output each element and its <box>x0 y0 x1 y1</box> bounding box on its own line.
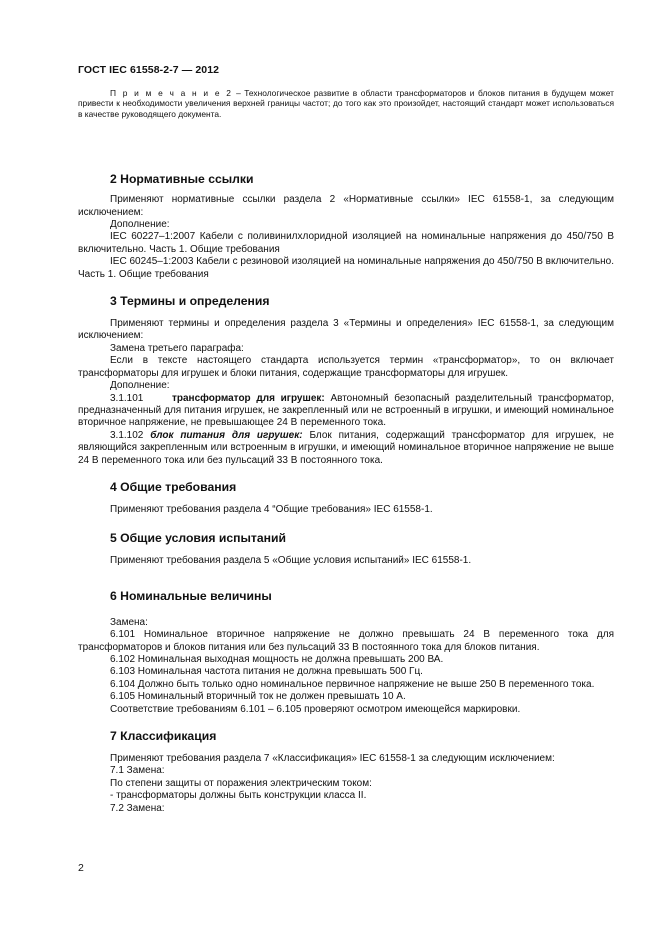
s4-paragraph-1: Применяют требования раздела 4 “Общие требования» IEC 61558-1. <box>110 503 433 515</box>
s6-paragraph-2: 6.101 Номинальное вторичное напряжение не должно превышать 24 В переменного тока для трансформаторов и блоков питания или без пульсаций 33 В постоянного тока для блоков питания. <box>78 629 614 653</box>
s6-paragraph-4: 6.103 Номинальная частота питания не должна превышать 500 Гц. <box>110 666 423 678</box>
definition-number: 3.1.101 <box>110 392 144 404</box>
note-2 <box>78 88 614 119</box>
s6-paragraph-1: Замена: <box>110 616 148 628</box>
page-number: 2 <box>78 862 84 874</box>
section-3-title: 3 Термины и определения <box>110 294 270 309</box>
s6-paragraph-3: 6.102 Номинальная выходная мощность не должна превышать 200 ВА. <box>110 653 444 665</box>
definition-number: 3.1.102 <box>110 429 144 441</box>
s7-paragraph-1: Применяют требования раздела 7 «Классификация» IEC 61558-1 за следующим исключением: <box>110 753 555 764</box>
definition-term: блок питания для игрушек: <box>150 429 303 441</box>
s7-paragraph-5: 7.2 Замена: <box>110 802 165 814</box>
definition-3-1-102 <box>78 430 614 467</box>
s6-paragraph-7: Соответствие требованиям 6.101 – 6.105 проверяют осмотром имеющейся маркировки. <box>110 703 521 715</box>
s3-paragraph-2: Замена третьего параграфа: <box>110 342 244 354</box>
definition-term: трансформатор для игрушек: <box>171 392 325 404</box>
s7-paragraph-2: 7.1 Замена: <box>110 765 165 777</box>
section-7-title: 7 Классификация <box>110 729 217 743</box>
note-text: – Технологическое развитие в области трансформаторов и блоков питания в будущем может привести к необходимости увеличения верхней границы частот; до того как это произойдет, настоящий стандарт может использоваться в качестве руководящего документа. <box>78 88 615 119</box>
s2-paragraph-2: Дополнение: <box>110 219 170 231</box>
section-2-title: 2 Нормативные ссылки <box>110 172 254 187</box>
s2-paragraph-1: Применяют нормативные ссылки раздела 2 «Нормативные ссылки» IEC 61558-1, за следующим исключением: <box>78 194 614 218</box>
document-body <box>78 86 614 815</box>
section-4-title: 4 Общие требования <box>110 479 237 494</box>
section-3 <box>78 294 614 467</box>
section-2 <box>78 172 614 281</box>
s6-paragraph-5: 6.104 Должно быть только одно номинальное первичное напряжение не выше 250 В переменного тока. <box>110 678 595 690</box>
section-6 <box>78 589 614 716</box>
s2-paragraph-3: IEC 60227–1:2007 Кабели с поливинилхлоридной изоляцией на номинальные напряжения до 450/750 В включительно. Часть 1. Общие требования <box>78 231 614 255</box>
definition-text: Автономный безопасный разделительный трансформатор, предназначенный для питания игрушек, не закрепленный или не встроенный в игрушки, и имеющий номинальное вторичное напряжение, не превышающее 24 В переменного тока. <box>78 392 614 429</box>
s6-paragraph-6: 6.105 Номинальный вторичный ток не должен превышать 10 А. <box>110 691 406 703</box>
s2-paragraph-4: IEC 60245–1:2003 Кабели с резиновой изоляцией на номинальные напряжения до 450/750 В включительно. Часть 1. Общие требования <box>78 256 614 280</box>
section-4 <box>78 480 614 516</box>
s7-paragraph-3: По степени защиты от поражения электрическим током: <box>110 777 372 789</box>
section-5 <box>78 531 614 567</box>
s5-paragraph-1: Применяют требования раздела 5 «Общие условия испытаний» IEC 61558-1. <box>110 555 472 567</box>
definition-3-1-101 <box>78 393 614 430</box>
note-label: П р и м е ч а н и е 2 <box>110 88 233 98</box>
section-5-title: 5 Общие условия испытаний <box>110 531 287 546</box>
s3-paragraph-4: Дополнение: <box>110 380 170 392</box>
s3-paragraph-3: Если в тексте настоящего стандарта используется термин «трансформатор», то он включает трансформаторы для игрушек и блоки питания, содержащие трансформаторы для игрушек. <box>78 355 614 379</box>
definition-text: Блок питания, содержащий трансформатор для игрушек, не являющийся закрепленным или встроенным в игрушки, и имеющий номинальное вторичное напряжение не выше 24 В переменного тока или без пульсаций 33 В постоянного тока. <box>78 429 614 466</box>
section-7 <box>78 729 614 815</box>
s7-paragraph-4: - трансформаторы должны быть конструкции класса II. <box>110 790 367 802</box>
s3-paragraph-1: Применяют термины и определения раздела 3 «Термины и определения» IEC 61558-1, за следующим исключением: <box>78 318 614 342</box>
page-header: ГОСТ IEC 61558-2-7 — 2012 <box>78 64 220 76</box>
section-6-title: 6 Номинальные величины <box>110 588 272 603</box>
